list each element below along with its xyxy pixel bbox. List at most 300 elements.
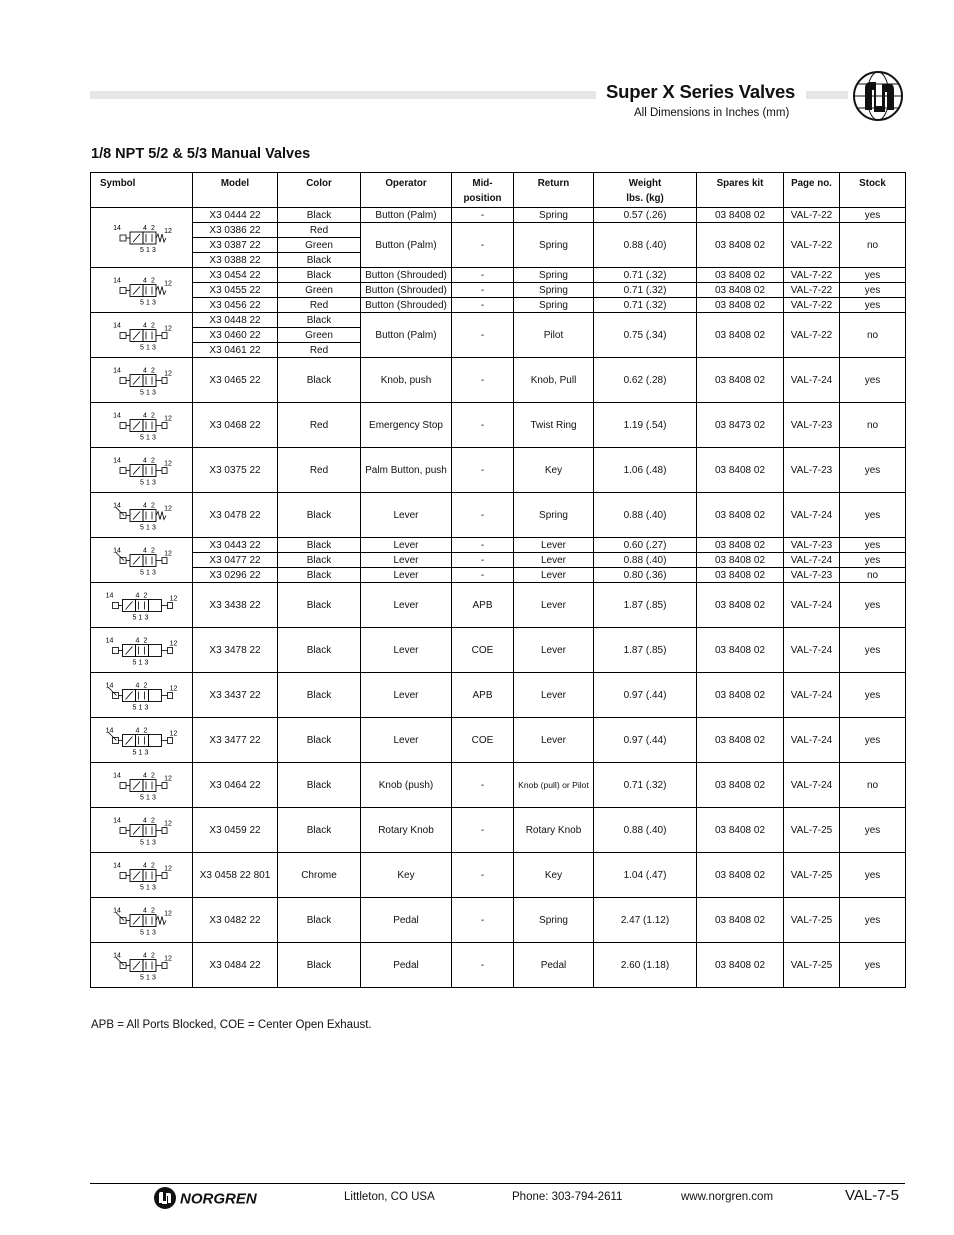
table-cell: Black — [278, 358, 361, 403]
table-row — [91, 268, 906, 283]
port-label: 5 — [139, 344, 144, 351]
port-label: 12 — [163, 505, 172, 512]
port-label: 1 — [145, 794, 150, 801]
table-cell: Rotary Knob — [514, 808, 594, 853]
table-cell: yes — [840, 268, 906, 283]
table-cell: Lever — [514, 538, 594, 553]
port-label: 5 — [139, 246, 144, 254]
table-cell: Lever — [361, 718, 452, 763]
table-cell: Lever — [514, 583, 594, 628]
valve-symbol-icon — [99, 675, 185, 716]
table-cell: 0.80 (.36) — [594, 568, 697, 583]
table-cell: - — [452, 853, 514, 898]
table-cell: no — [840, 763, 906, 808]
table-cell: 03 8408 02 — [697, 943, 784, 988]
table-cell: 1.04 (.47) — [594, 853, 697, 898]
table-cell: Chrome — [278, 853, 361, 898]
port-label: 4 — [142, 817, 147, 824]
valve-symbol-icon — [99, 765, 185, 806]
table-row — [91, 718, 906, 763]
table-cell: Black — [278, 628, 361, 673]
table-cell: Lever — [514, 718, 594, 763]
symbol-cell — [91, 763, 193, 808]
table-row — [91, 853, 906, 898]
table-cell: yes — [840, 583, 906, 628]
port-label: 12 — [163, 280, 172, 287]
table-cell: 03 8408 02 — [697, 223, 784, 268]
port-label: 4 — [142, 862, 147, 869]
column-header — [193, 173, 278, 208]
table-cell: Red — [278, 223, 361, 238]
table-cell: no — [840, 568, 906, 583]
port-label: 12 — [163, 820, 172, 827]
table-cell: Lever — [361, 553, 452, 568]
table-cell: VAL-7-22 — [784, 313, 840, 358]
valve-symbol-icon — [99, 315, 185, 356]
table-cell: Black — [278, 568, 361, 583]
port-label: 14 — [112, 772, 121, 779]
column-header — [514, 173, 594, 208]
valve-symbol-icon — [99, 945, 185, 986]
table-cell: 03 8473 02 — [697, 403, 784, 448]
table-cell: Button (Palm) — [361, 313, 452, 358]
table-cell: X3 0464 22 — [193, 763, 278, 808]
table-cell: yes — [840, 718, 906, 763]
port-label: 4 — [142, 952, 147, 959]
table-cell: Button (Palm) — [361, 223, 452, 268]
table-cell: yes — [840, 358, 906, 403]
table-cell: Black — [278, 943, 361, 988]
table-cell: yes — [840, 898, 906, 943]
table-cell: X3 0375 22 — [193, 448, 278, 493]
port-label: 1 — [145, 974, 150, 981]
port-label: 1 — [145, 884, 150, 891]
port-label: 14 — [105, 727, 113, 734]
table-cell: Button (Shrouded) — [361, 298, 452, 313]
port-label: 2 — [150, 367, 155, 374]
column-header — [452, 173, 514, 208]
table-cell: 0.88 (.40) — [594, 553, 697, 568]
port-label: 14 — [105, 637, 113, 644]
table-cell: 03 8408 02 — [697, 208, 784, 223]
port-label: 5 — [139, 794, 144, 801]
table-cell: yes — [840, 808, 906, 853]
logo-text: NORGREN — [180, 1190, 257, 1208]
table-cell: - — [452, 208, 514, 223]
table-cell: Black — [278, 553, 361, 568]
port-label: 5 — [132, 614, 136, 621]
table-cell: X3 0482 22 — [193, 898, 278, 943]
table-cell: 03 8408 02 — [697, 448, 784, 493]
table-cell: X3 0461 22 — [193, 343, 278, 358]
valve-symbol-icon — [99, 855, 185, 896]
table-cell: - — [452, 268, 514, 283]
port-label: 3 — [144, 749, 148, 756]
table-cell: X3 0296 22 — [193, 568, 278, 583]
symbol-cell — [91, 898, 193, 943]
table-cell: yes — [840, 853, 906, 898]
port-label: 2 — [150, 547, 155, 554]
table-row — [91, 628, 906, 673]
port-label: 12 — [163, 955, 172, 962]
port-label: 5 — [139, 434, 144, 441]
column-header-text: Spares kit — [716, 178, 764, 189]
port-label: 12 — [163, 370, 172, 377]
port-label: 1 — [145, 246, 150, 254]
footer-website[interactable]: www.norgren.com — [681, 1191, 774, 1203]
table-cell: VAL-7-25 — [784, 853, 840, 898]
port-label: 2 — [143, 727, 147, 734]
table-cell: 0.71 (.32) — [594, 283, 697, 298]
table-cell: Button (Palm) — [361, 208, 452, 223]
table-cell: Knob (push) — [361, 763, 452, 808]
table-cell: Lever — [361, 673, 452, 718]
table-cell: X3 0387 22 — [193, 238, 278, 253]
table-cell: 03 8408 02 — [697, 808, 784, 853]
table-cell: Spring — [514, 268, 594, 283]
table-cell: X3 0484 22 — [193, 943, 278, 988]
table-cell: Twist Ring — [514, 403, 594, 448]
table-cell: Black — [278, 538, 361, 553]
symbol-cell — [91, 493, 193, 538]
port-label: 12 — [163, 460, 172, 467]
table-cell: VAL-7-24 — [784, 583, 840, 628]
table-cell: Red — [278, 403, 361, 448]
symbol-cell — [91, 268, 193, 313]
table-cell: 0.97 (.44) — [594, 718, 697, 763]
table-row — [91, 553, 906, 568]
table-row — [91, 763, 906, 808]
port-label: 12 — [163, 227, 172, 235]
table-cell: Black — [278, 583, 361, 628]
header-rule-right — [806, 91, 848, 99]
norgren-logo-icon — [153, 1186, 288, 1210]
port-label: 12 — [163, 550, 172, 557]
table-cell: 0.75 (.34) — [594, 313, 697, 358]
port-label: 3 — [151, 974, 156, 981]
table-cell: VAL-7-23 — [784, 568, 840, 583]
port-label: 3 — [151, 794, 156, 801]
table-cell: no — [840, 223, 906, 268]
port-label: 5 — [132, 659, 136, 666]
valves-table — [90, 172, 906, 988]
table-cell: 0.88 (.40) — [594, 808, 697, 853]
table-cell: - — [452, 448, 514, 493]
port-label: 4 — [142, 907, 147, 914]
section-title: 1/8 NPT 5/2 & 5/3 Manual Valves — [91, 146, 311, 162]
table-cell: - — [452, 943, 514, 988]
port-label: 5 — [139, 974, 144, 981]
table-cell: yes — [840, 448, 906, 493]
table-cell: Pedal — [514, 943, 594, 988]
port-label: 4 — [142, 367, 147, 374]
table-row — [91, 493, 906, 538]
port-label: 5 — [139, 884, 144, 891]
table-row — [91, 898, 906, 943]
port-label: 14 — [112, 322, 121, 329]
port-label: 4 — [142, 412, 147, 419]
port-label: 12 — [163, 325, 172, 332]
table-cell: - — [452, 538, 514, 553]
port-label: 2 — [150, 502, 155, 509]
table-cell: 1.06 (.48) — [594, 448, 697, 493]
port-label: 3 — [144, 614, 148, 621]
table-cell: yes — [840, 628, 906, 673]
table-cell: - — [452, 403, 514, 448]
table-cell: VAL-7-25 — [784, 943, 840, 988]
table-cell: Knob (pull) or Pilot — [514, 763, 594, 808]
port-label: 12 — [169, 595, 177, 602]
table-cell: VAL-7-24 — [784, 673, 840, 718]
column-header-text: Model — [220, 178, 250, 189]
table-cell: X3 0468 22 — [193, 403, 278, 448]
port-label: 1 — [138, 659, 142, 666]
port-label: 12 — [169, 640, 177, 647]
table-cell: X3 0456 22 — [193, 298, 278, 313]
port-label: 4 — [135, 592, 139, 599]
port-label: 4 — [142, 502, 147, 509]
table-cell: 2.47 (1.12) — [594, 898, 697, 943]
table-row — [91, 808, 906, 853]
port-label: 1 — [138, 614, 142, 621]
port-label: 3 — [151, 524, 156, 531]
table-cell: 0.97 (.44) — [594, 673, 697, 718]
column-header-text: position — [463, 193, 502, 204]
symbol-cell — [91, 538, 193, 583]
table-cell: 03 8408 02 — [697, 673, 784, 718]
port-label: 14 — [112, 952, 121, 959]
port-label: 3 — [151, 569, 156, 576]
table-row — [91, 943, 906, 988]
table-row — [91, 538, 906, 553]
table-cell: 0.71 (.32) — [594, 298, 697, 313]
footer-rule — [90, 1183, 905, 1184]
table-cell: VAL-7-23 — [784, 448, 840, 493]
column-header-text: Weight — [628, 178, 662, 189]
port-label: 14 — [112, 224, 121, 232]
table-cell: - — [452, 223, 514, 268]
table-row — [91, 298, 906, 313]
port-label: 3 — [151, 479, 156, 486]
table-cell: Black — [278, 208, 361, 223]
table-cell: Spring — [514, 898, 594, 943]
table-cell: 03 8408 02 — [697, 538, 784, 553]
table-cell: Emergency Stop — [361, 403, 452, 448]
table-cell: 03 8408 02 — [697, 718, 784, 763]
column-header — [594, 173, 697, 208]
column-header-text: Page no. — [791, 178, 832, 189]
port-label: 12 — [169, 685, 177, 692]
table-cell: X3 0388 22 — [193, 253, 278, 268]
table-cell: VAL-7-22 — [784, 223, 840, 268]
port-label: 5 — [139, 389, 144, 396]
valve-symbol-icon — [99, 810, 185, 851]
table-cell: 03 8408 02 — [697, 568, 784, 583]
table-cell: 03 8408 02 — [697, 628, 784, 673]
column-header-text: Operator — [385, 178, 427, 189]
table-cell: Spring — [514, 208, 594, 223]
table-cell: COE — [452, 628, 514, 673]
table-row — [91, 313, 906, 328]
table-cell: VAL-7-25 — [784, 898, 840, 943]
port-label: 3 — [151, 389, 156, 396]
table-cell: Knob, push — [361, 358, 452, 403]
table-cell: Black — [278, 808, 361, 853]
port-label: 2 — [143, 637, 147, 644]
table-cell: X3 3438 22 — [193, 583, 278, 628]
table-cell: Pedal — [361, 898, 452, 943]
port-label: 12 — [169, 730, 177, 737]
table-cell: X3 0458 22 801 — [193, 853, 278, 898]
table-cell: Lever — [361, 493, 452, 538]
table-cell: X3 0455 22 — [193, 283, 278, 298]
column-header — [91, 173, 193, 208]
table-cell: COE — [452, 718, 514, 763]
port-label: 2 — [150, 862, 155, 869]
table-cell: X3 0444 22 — [193, 208, 278, 223]
table-cell: 03 8408 02 — [697, 853, 784, 898]
table-row — [91, 403, 906, 448]
port-label: 4 — [142, 772, 147, 779]
page-subtitle: All Dimensions in Inches (mm) — [634, 107, 790, 119]
table-cell: yes — [840, 553, 906, 568]
table-cell: 03 8408 02 — [697, 298, 784, 313]
table-cell: Green — [278, 238, 361, 253]
table-cell: Button (Shrouded) — [361, 283, 452, 298]
symbol-cell — [91, 448, 193, 493]
table-row — [91, 358, 906, 403]
valve-symbol-icon — [99, 540, 185, 581]
table-cell: - — [452, 808, 514, 853]
table-cell: X3 3478 22 — [193, 628, 278, 673]
valve-symbol-icon — [99, 405, 185, 446]
valve-symbol-icon — [99, 270, 185, 311]
column-header-text: Color — [306, 178, 332, 189]
symbol-cell — [91, 673, 193, 718]
port-label: 2 — [150, 277, 155, 284]
table-cell: Lever — [514, 628, 594, 673]
page-number: VAL-7-5 — [845, 1187, 899, 1204]
valve-symbol-icon — [99, 495, 185, 536]
symbol-cell — [91, 208, 193, 268]
table-cell: yes — [840, 298, 906, 313]
table-cell: Black — [278, 673, 361, 718]
port-label: 14 — [112, 907, 121, 914]
table-cell: 0.60 (.27) — [594, 538, 697, 553]
port-label: 3 — [151, 884, 156, 891]
table-cell: no — [840, 313, 906, 358]
table-cell: Spring — [514, 223, 594, 268]
table-cell: Black — [278, 763, 361, 808]
table-cell: Spring — [514, 493, 594, 538]
port-label: 3 — [144, 704, 148, 711]
port-label: 2 — [143, 682, 147, 689]
table-cell: 1.87 (.85) — [594, 628, 697, 673]
table-row — [91, 568, 906, 583]
port-label: 5 — [139, 569, 144, 576]
table-cell: Black — [278, 313, 361, 328]
norgren-globe-icon — [852, 70, 904, 122]
table-cell: Red — [278, 343, 361, 358]
port-label: 12 — [163, 910, 172, 917]
table-cell: 03 8408 02 — [697, 358, 784, 403]
table-cell: X3 0443 22 — [193, 538, 278, 553]
table-cell: - — [452, 568, 514, 583]
port-label: 4 — [142, 277, 147, 284]
port-label: 12 — [163, 415, 172, 422]
port-label: 1 — [145, 569, 150, 576]
valve-symbol-icon — [99, 630, 185, 671]
table-cell: - — [452, 553, 514, 568]
footer-location: Littleton, CO USA — [344, 1191, 435, 1203]
table-cell: - — [452, 298, 514, 313]
valve-symbol-icon — [99, 450, 185, 491]
table-cell: VAL-7-24 — [784, 628, 840, 673]
table-cell: Black — [278, 898, 361, 943]
port-label: 1 — [145, 299, 150, 306]
table-cell: yes — [840, 538, 906, 553]
table-cell: Spring — [514, 283, 594, 298]
table-cell: X3 0478 22 — [193, 493, 278, 538]
table-cell: X3 0459 22 — [193, 808, 278, 853]
port-label: 1 — [145, 929, 150, 936]
table-cell: 0.88 (.40) — [594, 493, 697, 538]
table-cell: Spring — [514, 298, 594, 313]
port-label: 14 — [105, 682, 113, 689]
symbol-cell — [91, 718, 193, 763]
table-cell: 1.87 (.85) — [594, 583, 697, 628]
port-label: 4 — [142, 322, 147, 329]
port-label: 2 — [150, 817, 155, 824]
column-header — [697, 173, 784, 208]
table-cell: - — [452, 493, 514, 538]
table-cell: yes — [840, 673, 906, 718]
table-cell: 0.57 (.26) — [594, 208, 697, 223]
table-cell: 03 8408 02 — [697, 268, 784, 283]
symbol-cell — [91, 853, 193, 898]
valve-symbol-icon — [99, 210, 185, 266]
table-cell: - — [452, 313, 514, 358]
table-cell: VAL-7-24 — [784, 553, 840, 568]
symbol-cell — [91, 358, 193, 403]
port-label: 3 — [151, 434, 156, 441]
port-label: 14 — [112, 277, 121, 284]
table-row — [91, 283, 906, 298]
port-label: 3 — [151, 246, 156, 254]
port-label: 14 — [112, 367, 121, 374]
table-cell: X3 3437 22 — [193, 673, 278, 718]
port-label: 5 — [139, 839, 144, 846]
table-cell: VAL-7-24 — [784, 763, 840, 808]
port-label: 2 — [150, 772, 155, 779]
symbol-cell — [91, 403, 193, 448]
column-header-text: Return — [537, 178, 570, 189]
table-cell: no — [840, 403, 906, 448]
table-cell: Palm Button, push — [361, 448, 452, 493]
page-title: Super X Series Valves — [606, 81, 796, 102]
table-cell: Lever — [361, 628, 452, 673]
table-cell: Key — [361, 853, 452, 898]
table-row — [91, 448, 906, 493]
table-cell: Lever — [514, 553, 594, 568]
table-cell: Rotary Knob — [361, 808, 452, 853]
port-label: 2 — [150, 952, 155, 959]
valve-symbol-icon — [99, 900, 185, 941]
table-cell: Black — [278, 493, 361, 538]
table-cell: 03 8408 02 — [697, 583, 784, 628]
table-cell: yes — [840, 493, 906, 538]
port-label: 2 — [143, 592, 147, 599]
